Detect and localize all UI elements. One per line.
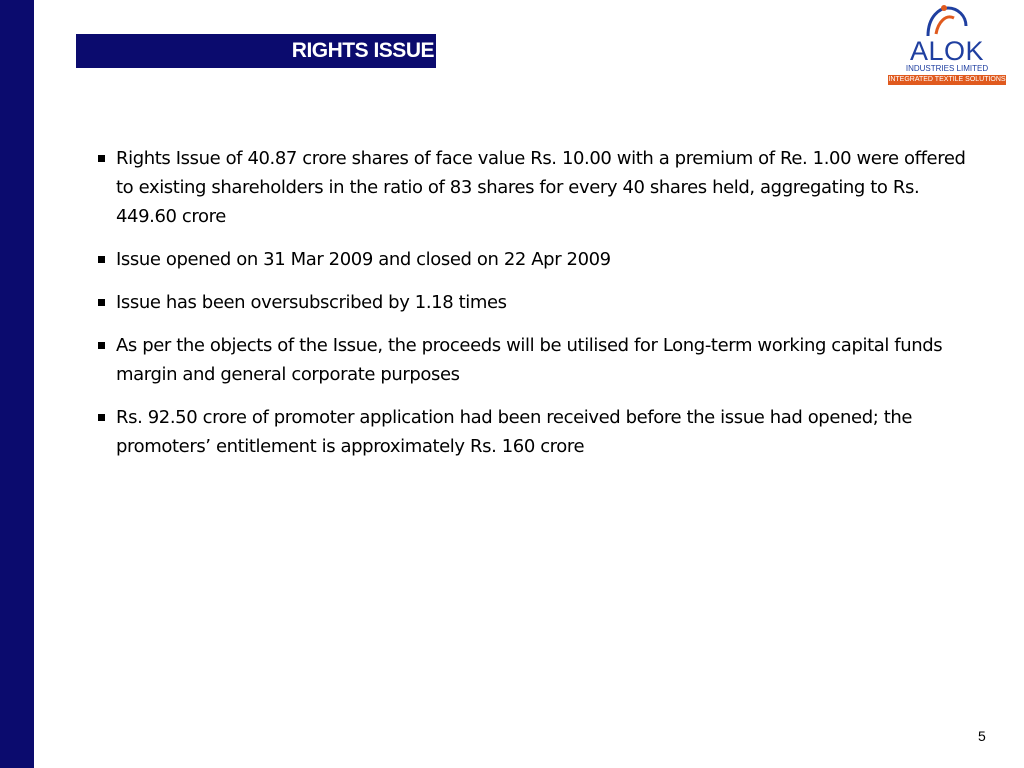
bullet-text: Rights Issue of 40.87 crore shares of face value Rs. 10.00 with a premium of Re. 1.00 were offered to existing shareholders in the ratio of 83 shares for every 40 shares held, aggregating to Rs. 449.60 crore — [116, 148, 966, 227]
bullet-text: Rs. 92.50 crore of promoter application had been received before the issue had opened; the promoters’ entitlement is approximately Rs. 160 crore — [116, 407, 913, 457]
bullet-item — [96, 288, 976, 317]
bullet-text: Issue opened on 31 Mar 2009 and closed on 22 Apr 2009 — [116, 249, 611, 270]
bullet-text: Issue has been oversubscribed by 1.18 times — [116, 292, 507, 313]
logo-subtitle: INDUSTRIES LIMITED — [905, 64, 989, 73]
page-number: 5 — [978, 728, 986, 744]
company-logo — [886, 4, 1008, 86]
bullet-square-icon — [98, 256, 105, 263]
logo-tagline: INTEGRATED TEXTILE SOLUTIONS — [888, 76, 1006, 83]
bullet-item — [96, 331, 976, 389]
bullet-square-icon — [98, 155, 105, 162]
bullet-text: As per the objects of the Issue, the proceeds will be utilised for Long-term working capital funds margin and general corporate purposes — [116, 335, 943, 385]
bullet-square-icon — [98, 414, 105, 421]
bullet-square-icon — [98, 342, 105, 349]
logo-name: ALOK — [909, 36, 985, 66]
slide-title: RIGHTS ISSUE — [76, 34, 436, 68]
bullet-square-icon — [98, 299, 105, 306]
logo-arc-icon — [922, 4, 972, 38]
sidebar-stripe — [0, 0, 34, 768]
bullet-item — [96, 245, 976, 274]
bullet-item — [96, 403, 976, 461]
bullet-item — [96, 144, 976, 231]
bullet-list — [96, 144, 976, 475]
